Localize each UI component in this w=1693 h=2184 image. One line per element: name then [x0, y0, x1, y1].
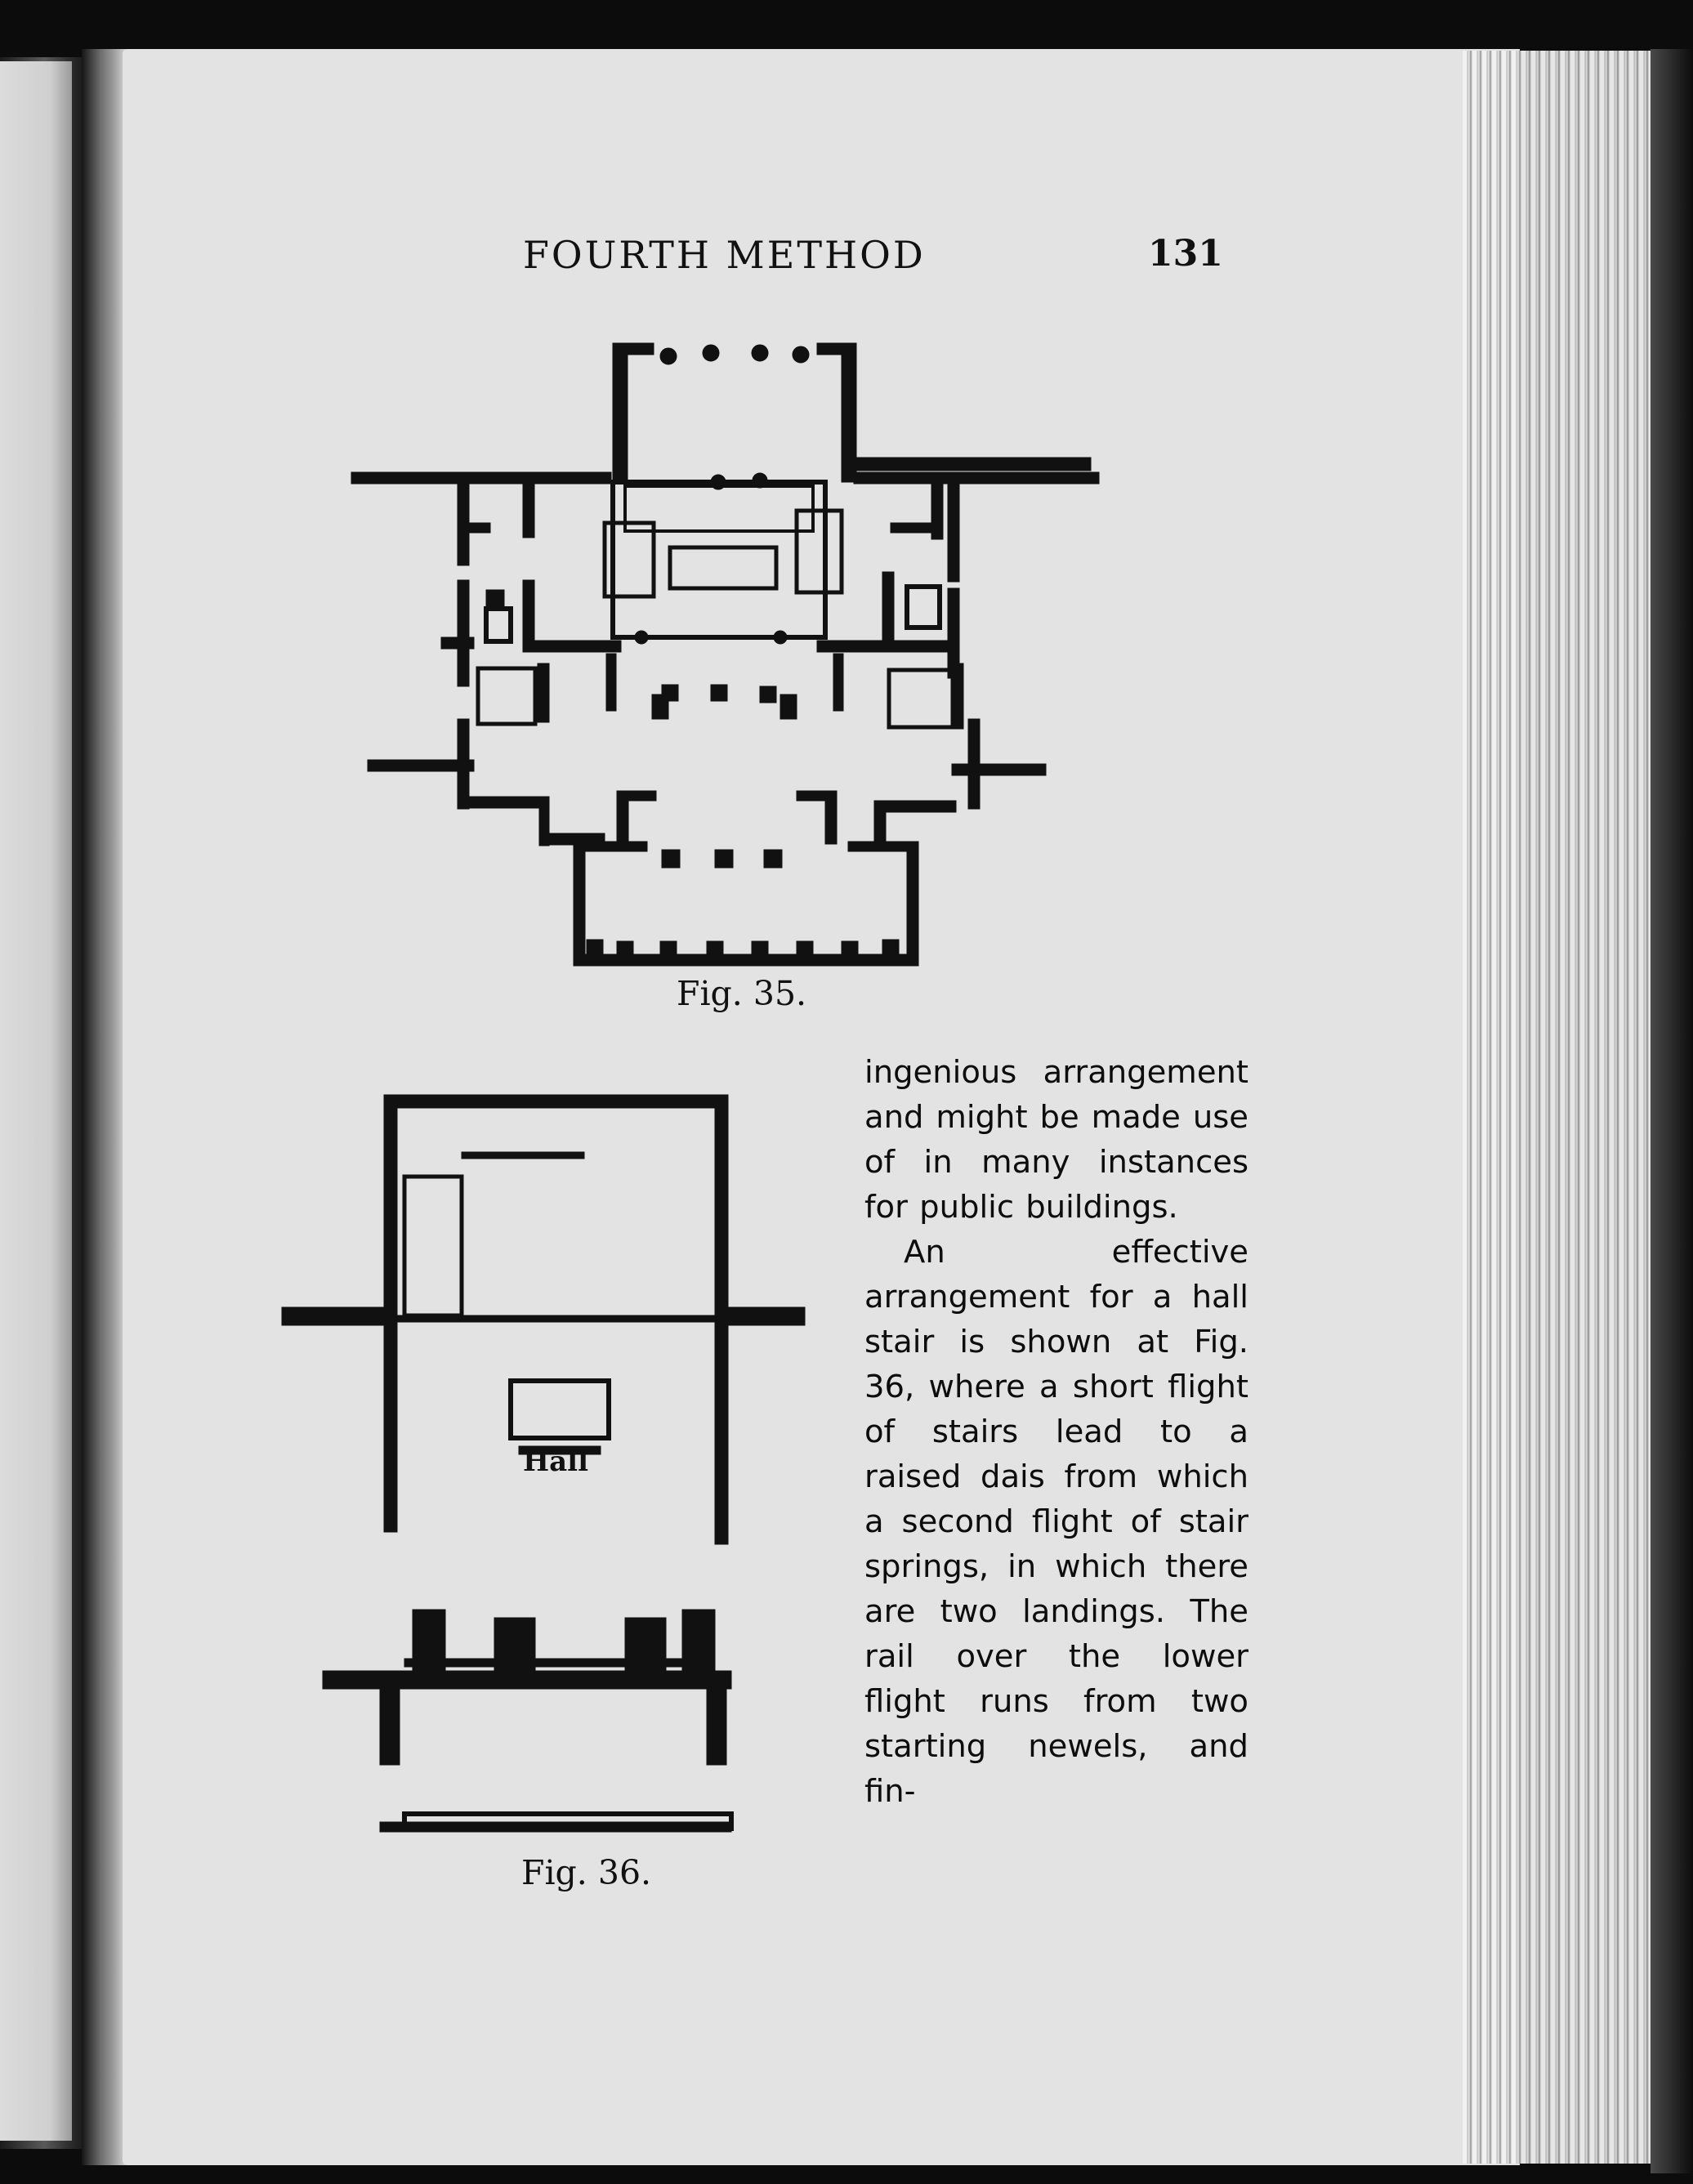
book-gutter-shadow [82, 49, 127, 2165]
fig36-caption: Fig. 36. [521, 1853, 652, 1892]
fig35-caption: Fig. 35. [677, 974, 807, 1013]
fig35-floor-plan [343, 327, 1111, 980]
page-edges [1463, 51, 1655, 2164]
paragraph-1: ingenious arrangement and might be made use of in many instances for public buildings. [864, 1054, 1249, 1226]
page-edges-shadow [1651, 49, 1693, 2173]
paragraph-2: An effective arrangement for a hall stair is shown at Fig. 36, where a short flight of stairs lead to a raised dais from which a second flight of stair springs, in which there are two landings. The rail over the lower flight runs from two starting newels, and fin- [864, 1234, 1249, 1810]
page-number: 131 [1148, 233, 1223, 275]
running-head: FOURTH METHOD [523, 233, 926, 277]
scan-left-page [0, 61, 72, 2141]
fig36-hall-plan [274, 1087, 829, 1855]
fig36-hall-label: Hall [523, 1445, 588, 1478]
body-text-column [864, 1050, 1249, 1814]
